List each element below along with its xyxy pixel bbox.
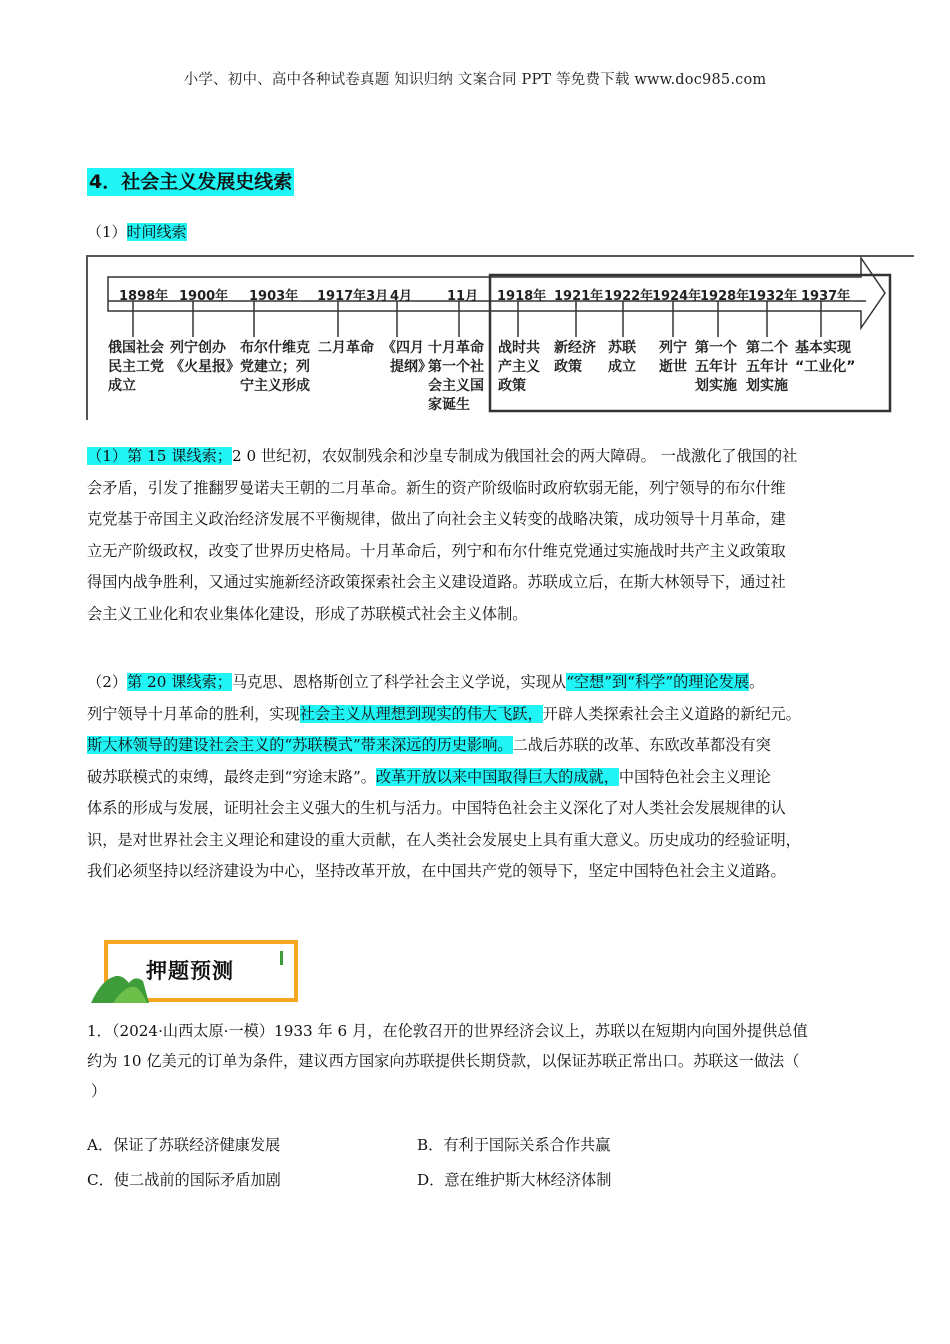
para-line: 得国内战争胜利，又通过实施新经济政策探索社会主义建设道路。苏联成立后，在斯大林领导下，通过社 (87, 573, 786, 591)
question-stem (87, 1016, 808, 1106)
event-line: 家诞生 (428, 397, 470, 413)
timeline-year: 1924年 (652, 289, 702, 304)
timeline-event (554, 339, 596, 377)
timeline-event (108, 339, 164, 396)
para-line: 体系的形成与发展，证明社会主义强大的生机与活力。中国特色社会主义深化了对人类社会发展规律的认 (87, 799, 786, 817)
timeline-year: 1898年 (119, 289, 169, 304)
event-line: 党建立；列 (240, 359, 310, 375)
para-line: 立无产阶级政权，改变了世界历史格局。十月革命后，列宁和布尔什维克党通过实施战时共产主义政策取 (87, 541, 786, 560)
timeline-event (746, 339, 788, 396)
para-text: 马克思、恩格斯创立了科学社会主义学说，实现从 (231, 673, 567, 691)
para-line: 会主义工业化和农业集体化建设，形成了苏联模式社会主义体制。 (87, 604, 528, 623)
timeline-year: 11月 (447, 289, 479, 304)
para-label: 第 20 课线索； (127, 673, 232, 691)
question-line: ） (91, 1082, 107, 1100)
para-line: 克党基于帝国主义政治经济发展不平衡规律，做出了向社会主义转变的战略决策，成功领导十月革命，建 (87, 510, 786, 528)
para-highlight: 社会主义从理想到现实的伟大飞跃， (299, 704, 543, 723)
para-text: 开辟人类探索社会主义道路的新纪元。 (542, 704, 801, 723)
para-text: 破苏联模式的束缚，最终走到“穷途末路”。 (87, 767, 376, 786)
event-line: 逝世 (659, 359, 687, 375)
subsection-title (87, 221, 187, 243)
question-line: 约为 10 亿美元的订单为条件，建议西方国家向苏联提供长期贷款，以保证苏联正常出口。苏联这一做法（ (87, 1052, 800, 1070)
timeline-event (498, 339, 540, 396)
option-c[interactable]: C．使二战前的国际矛盾加剧 (87, 1171, 281, 1189)
event-line: 提纲》 (390, 359, 432, 375)
option-d[interactable]: D．意在维护斯大林经济体制 (417, 1171, 612, 1189)
badge-title: 押题预测 (146, 959, 234, 983)
timeline-event (608, 339, 636, 377)
event-line: 产主义 (498, 359, 540, 375)
para-highlight: 改革开放以来中国取得巨大的成就， (375, 767, 619, 786)
event-line: 《火星报》 (170, 359, 240, 375)
timeline-event (795, 339, 855, 377)
timeline-year: 1921年 (554, 289, 604, 304)
timeline-event (382, 339, 432, 377)
timeline-event (318, 339, 374, 358)
event-line: 基本实现 (795, 340, 851, 356)
para-line (87, 699, 865, 731)
para-prefix: （2） (87, 673, 128, 691)
event-line: 列宁 (659, 340, 687, 356)
section-title: 4．社会主义发展史线索 (87, 168, 294, 196)
event-line: 民主工党 (108, 359, 164, 375)
subsection-prefix: （1） (87, 223, 127, 241)
event-line: 会主义国 (428, 378, 484, 394)
event-line: “工业化” (795, 359, 856, 375)
para-line (87, 730, 865, 762)
para-highlight: 斯大林领导的建设社会主义的“苏联模式”带来深远的历史影响。 (87, 736, 513, 754)
event-line: 列宁创办 (170, 340, 226, 356)
para-text: 列宁领导十月革命的胜利，实现 (87, 704, 300, 723)
event-line: 五年计 (746, 359, 788, 375)
timeline-diagram (86, 255, 916, 420)
subsection-label: 时间线索 (126, 223, 187, 241)
para-text: 2 0 世纪初，农奴制残余和沙皇专制成为俄国社会的两大障碍。 一战激化了俄国的社 (231, 447, 798, 465)
event-line: 二月革命 (318, 340, 374, 356)
event-line: 布尔什维克 (240, 340, 310, 356)
timeline-year: 1918年 (497, 289, 547, 304)
option-b[interactable]: B．有利于国际关系合作共赢 (417, 1136, 611, 1154)
timeline-event (240, 339, 310, 396)
paragraph-lesson-20 (87, 667, 865, 888)
paragraph-lesson-15 (87, 441, 865, 630)
timeline-year: 1928年 (700, 289, 750, 304)
timeline-event (695, 339, 737, 396)
event-line: 成立 (108, 378, 136, 394)
event-line: 五年计 (695, 359, 737, 375)
event-line: 苏联 (608, 340, 636, 356)
timeline-year: 1937年 (801, 289, 851, 304)
timeline-year: 1922年 (604, 289, 654, 304)
timeline-year: 1932年 (748, 289, 798, 304)
event-line: 《四月 (382, 340, 424, 356)
para-label: （1）第 15 课线索； (87, 447, 232, 465)
event-line: 第一个社 (428, 359, 484, 375)
timeline-event (170, 339, 240, 377)
para-highlight: “空想”到“科学”的理论发展 (566, 673, 750, 691)
timeline-year: 4月 (390, 289, 413, 304)
para-line (87, 441, 865, 473)
para-text: 二战后苏联的改革、东欧改革都没有突 (512, 736, 771, 754)
event-line: 成立 (608, 359, 636, 375)
event-line: 政策 (554, 359, 582, 375)
para-line: 识，是对世界社会主义理论和建设的重大贡献，在人类社会发展史上具有重大意义。历史成功的经验证明， (87, 830, 801, 849)
timeline-event (428, 339, 484, 415)
para-line (87, 667, 865, 699)
timeline-year: 1900年 (179, 289, 229, 304)
event-line: 划实施 (695, 378, 737, 394)
para-line: 会矛盾，引发了推翻罗曼诺夫王朝的二月革命。新生的资产阶级临时政府软弱无能，列宁领导的布尔什维 (87, 478, 786, 497)
para-line (87, 762, 865, 794)
para-line: 我们必须坚持以经济建设为中心，坚持改革开放，在中国共产党的领导下，坚定中国特色社会主义道路。 (87, 862, 786, 880)
option-a[interactable]: A．保证了苏联经济健康发展 (87, 1136, 281, 1154)
prediction-badge (91, 937, 296, 1004)
event-line: 宁主义形成 (240, 378, 310, 394)
question-line: 1．（2024·山西太原·一模）1933 年 6 月，在伦敦召开的世界经济会议上，苏联以在短期内向国外提供总值 (87, 1022, 808, 1040)
event-line: 战时共 (498, 340, 540, 356)
timeline-year: 1903年 (249, 289, 299, 304)
event-line: 十月革命 (428, 340, 484, 356)
event-line: 政策 (498, 378, 526, 394)
para-text: 中国特色社会主义理论 (618, 767, 771, 786)
timeline-year: 1917年3月 (317, 289, 389, 304)
page-header: 小学、初中、高中各种试卷真题 知识归纳 文案合同 PPT 等免费下载 www.doc985.com (183, 72, 767, 88)
timeline-event (659, 339, 687, 377)
event-line: 俄国社会 (108, 340, 164, 356)
event-line: 划实施 (746, 378, 788, 394)
event-line: 第二个 (746, 340, 788, 356)
para-text: 。 (749, 673, 765, 691)
event-line: 第一个 (695, 340, 737, 356)
event-line: 新经济 (554, 340, 596, 356)
